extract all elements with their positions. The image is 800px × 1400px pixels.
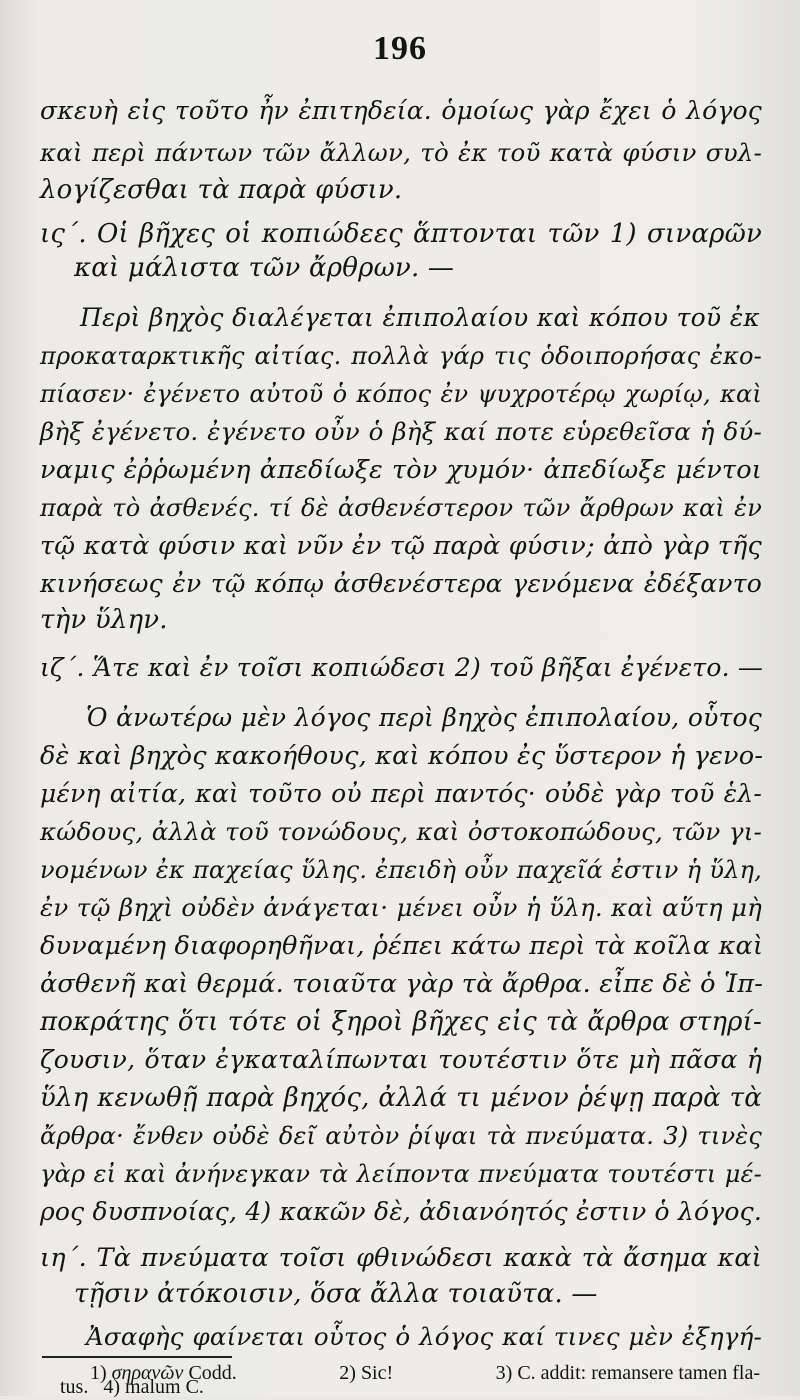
aphorism-17-line: ιζ΄. Ἅτε καὶ ἐν τοῖσι κοπιώδεσι 2) τοῦ βῆξαι ἐγένετο. — [40,653,764,682]
footnote-number: 3) [495,1362,513,1384]
commentary-line: τῷ κατὰ φύσιν καὶ νῦν ἐν τῷ παρὰ φύσιν; ἀπὸ γὰρ τῆς [40,531,762,561]
commentary-line: μένη αἰτία, καὶ τοῦτο οὐ περὶ παντός· οὐδὲ γὰρ τοῦ ἑλ- [40,779,762,808]
page-number: 196 [373,30,427,67]
text-line: σκευὴ εἰς τοῦτο ἦν ἐπιτηδεία. ὁμοίως γὰρ ἔχει ὁ λόγος [40,96,762,125]
footnote-text: malum C. [125,1376,204,1398]
commentary-line: δυναμένη διαφορηθῆναι, ῥέπει κάτω περὶ τὰ κοῖλα καὶ [40,931,764,961]
commentary-line: κώδους, ἀλλὰ τοῦ τονώδους, καὶ ὀστοκοπώδους, τῶν γι- [40,817,762,846]
commentary-line: ρος δυσπνοίας, 4) κακῶν δὲ, ἀδιανόητός ἐστιν ὁ λόγος. [40,1197,762,1226]
footnote-number: 4) [103,1376,121,1398]
commentary-line: Περὶ βηχὸς διαλέγεται ἐπιπολαίου καὶ κόπου τοῦ ἐκ [80,303,760,332]
commentary-line: πίασεν· ἐγένετο αὐτοῦ ὁ κόπος ἐν ψυχροτέρῳ χωρίῳ, καὶ [40,380,762,408]
commentary-line: κινήσεως ἐν τῷ κόπῳ ἀσθενέστερα γενόμενα ἐδέξαντο [40,569,762,598]
footnote-text: Codd. [188,1362,237,1384]
footnote-line-2 [60,1374,204,1400]
commentary-line: ζουσιν, ὅταν ἐγκαταλίπωνται τουτέστιν ὅτε μὴ πᾶσα ἡ [40,1045,762,1074]
footnote-text: tus. [60,1376,89,1398]
commentary-line: δὲ καὶ βηχὸς κακοήθους, καὶ κόπου ἐς ὕστερον ἡ γενο- [40,741,764,771]
commentary-line: ἀσθενῆ καὶ θερμά. τοιαῦτα γὰρ τὰ ἄρθρα. εἶπε δὲ ὁ Ἱπ- [40,969,764,999]
aphorism-16-line: καὶ μάλιστα τῶν ἄρθρων. — [74,253,455,283]
footnote-text: C. addit: remansere tamen fla- [517,1362,760,1384]
commentary-line: βὴξ ἐγένετο. ἐγένετο οὖν ὁ βὴξ καί ποτε εὑρεθεῖσα ἡ δύ- [40,417,762,446]
footnote-variant: σηρανῶν [111,1362,184,1384]
commentary-line: παρὰ τὸ ἀσθενές. τί δὲ ἀσθενέστερον τῶν ἄρθρων καὶ ἐν [40,494,762,522]
footnote-number: 1) [90,1362,107,1384]
aphorism-18-line: τῇσιν ἀτόκοισιν, ὅσα ἄλλα τοιαῦτα. — [74,1279,598,1309]
commentary-line: ναμις ἐῤῥωμένη ἀπεδίωξε τὸν χυμόν· ἀπεδίωξε μέντοι [40,455,762,485]
commentary-line: Ἀσαφὴς φαίνεται οὗτος ὁ λόγος καί τινες μὲν ἐξηγή- [86,1322,762,1351]
commentary-line: τὴν ὕλην. [40,605,168,635]
text-line: λογίζεσθαι τὰ παρὰ φύσιν. [40,175,403,205]
commentary-line: ἄρθρα· ἔνθεν οὐδὲ δεῖ αὐτὸν ῥίψαι τὰ πνεύματα. 3) τινὲς [40,1122,762,1150]
text-line: καὶ περὶ πάντων τῶν ἄλλων, τὸ ἐκ τοῦ κατὰ φύσιν συλ- [40,138,762,167]
commentary-line: ποκράτης ὅτι τότε οἱ ξηροὶ βῆχες εἰς τὰ ἄρθρα στηρί- [40,1007,762,1037]
commentary-line: ἐν τῷ βηχὶ οὐδὲν ἀνάγεται· μένει οὖν ἡ ὕλη. καὶ αὕτη μὴ [40,893,762,922]
commentary-line: ὕλη κενωθῇ παρὰ βηχός, ἀλλά τι μένον ῥέψῃ παρὰ τὰ [40,1083,762,1113]
aphorism-16-line: ις΄. Οἱ βῆχες οἱ κοπιώδεες ἅπτονται τῶν 1) σιναρῶν [40,219,762,249]
commentary-line: προκαταρκτικῆς αἰτίας. πολλὰ γάρ τις ὁδοιπορήσας ἐκο- [40,342,762,370]
footnote-text: Sic! [360,1362,394,1384]
commentary-line: Ὁ ἀνωτέρω μὲν λόγος περὶ βηχὸς ἐπιπολαίου, οὗτος [86,703,762,732]
aphorism-18-line: ιη΄. Τὰ πνεύματα τοῖσι φθινώδεσι κακὰ τὰ ἄσημα καὶ [40,1243,762,1273]
commentary-line: γὰρ εἰ καὶ ἀνήνεγκαν τὰ λείποντα πνεύματα τουτέστι μέ- [40,1160,762,1188]
commentary-line: νομένων ἐκ παχείας ὕλης. ἐπειδὴ οὖν παχεῖά ἐστιν ἡ ὕλη, [40,856,762,884]
footnote-rule [42,1356,232,1358]
footnote-number: 2) [339,1362,356,1384]
